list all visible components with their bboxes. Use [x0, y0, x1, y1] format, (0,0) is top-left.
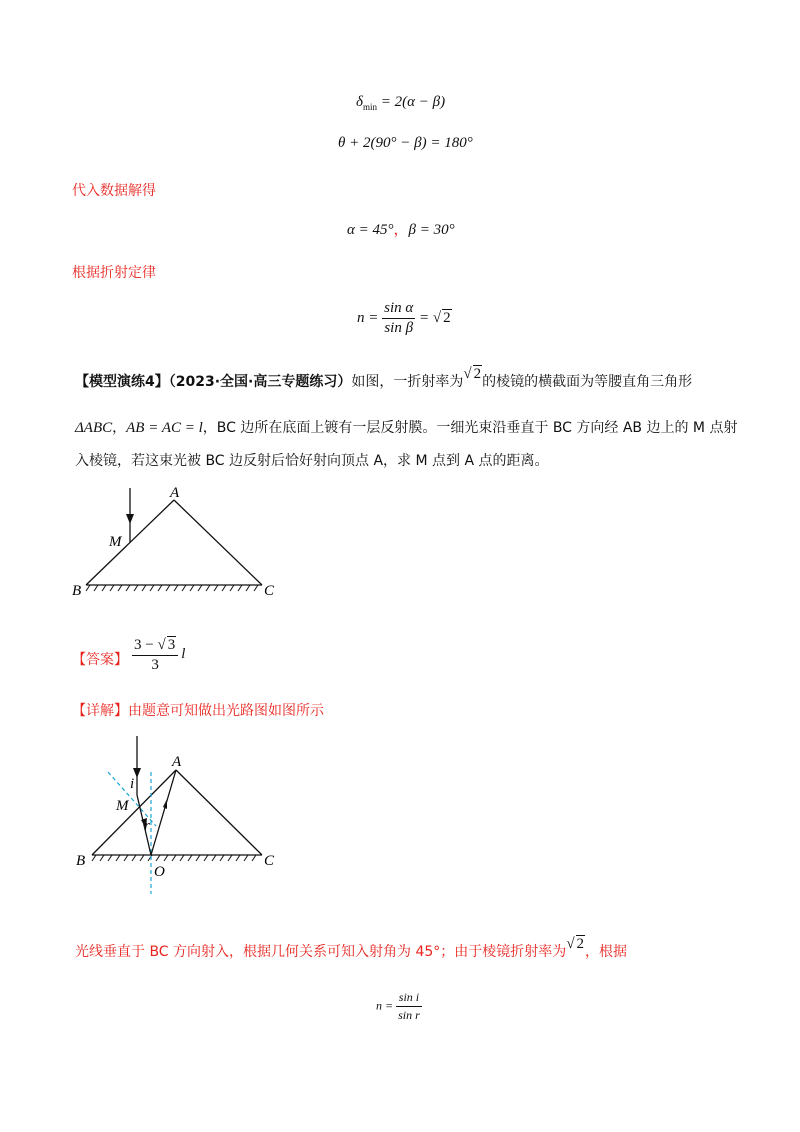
step-solve-label: 代入数据解得 — [72, 183, 156, 199]
label-r: r — [144, 818, 150, 834]
fraction: $\frac{\text{sin α}}{\text{sin β}}$ — [384, 300, 414, 336]
label-b: B — [72, 583, 82, 599]
label-i: i — [130, 776, 135, 792]
ray-arrow-icon — [126, 514, 134, 524]
label-c: C — [264, 853, 275, 869]
equation-delta-min: $\delta_{min} = 2(\alpha - \beta)$ — [356, 94, 446, 112]
ray-arrow-icon — [133, 768, 141, 778]
mirror-hatching — [86, 585, 258, 591]
label-m: M — [109, 534, 122, 550]
ray-arrow-icon — [163, 799, 167, 809]
explanation-line: 光线垂直于 BC 方向射入，根据几何关系可知入射角为 45°；由于棱镜折射率为√ 2，根据 — [75, 936, 628, 960]
prism-figure-1 — [70, 484, 290, 604]
side-ac — [174, 500, 262, 585]
prism-figure-2 — [70, 734, 290, 896]
equation-refractive-index: n = $\frac{\text{sin α}}{\text{sin β}}$ = √ 2 — [357, 300, 451, 336]
detail-line: 【详解】由题意可知做出光路图如图所示 — [72, 703, 324, 719]
problem-line-2: ΔABC，AB = AC = l，BC 边所在底面上镀有一层反射膜。一细光束沿垂直于 BC 方向经 AB 边上的 M 点射 — [75, 420, 738, 436]
label-b: B — [76, 853, 86, 869]
step-refraction-label: 根据折射定律 — [72, 265, 156, 281]
label-c: C — [264, 583, 275, 599]
label-o: O — [154, 864, 165, 880]
label-a: A — [170, 485, 180, 501]
equation-alpha-beta: α = 45°，β = 30° — [347, 222, 455, 238]
equation-snell: n = $\frac{\text{sin i}}{\text{sin r}}$ — [376, 990, 420, 1022]
problem-line-3: 入棱镜，若这束光被 BC 边反射后恰好射向顶点 A，求 M 点到 A 点的距离。 — [75, 453, 549, 469]
label-a: A — [172, 754, 182, 770]
label-m: M — [116, 798, 129, 814]
answer-value: $\frac{3 - √ 3}{3}$ l — [134, 637, 186, 673]
mirror-hatching — [92, 855, 256, 861]
equation-theta: θ + 2(90° − β) = 180° — [338, 135, 473, 151]
answer-label: 【答案】 — [72, 652, 128, 668]
side-ac — [176, 770, 262, 855]
problem-line-1: 【模型演练4】（2023·全国·高三专题练习）如图，一折射率为√ 2的棱镜的横截面为等腰直角三角形 — [75, 366, 693, 390]
